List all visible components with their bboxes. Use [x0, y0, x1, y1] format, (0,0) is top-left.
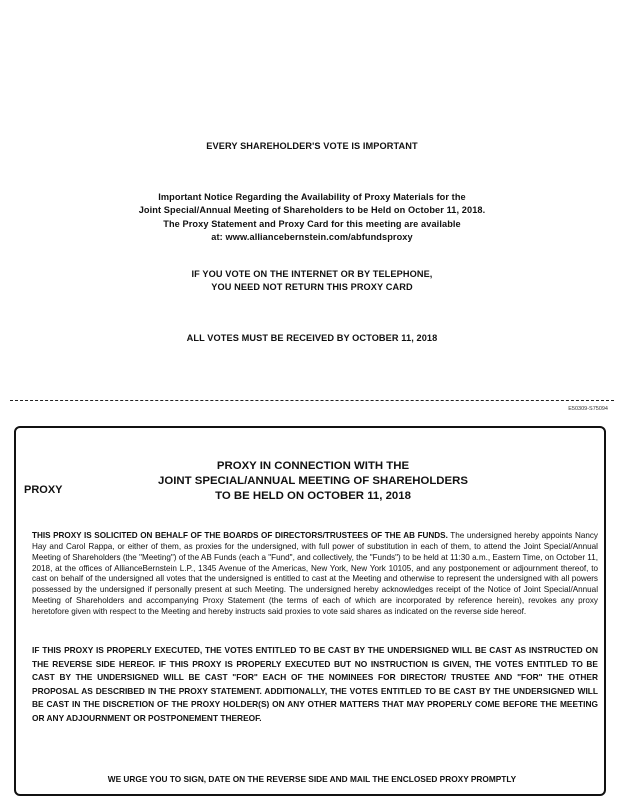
internet-vote-notice [0, 268, 624, 295]
proxy-label: PROXY [24, 484, 63, 496]
notice-line: Joint Special/Annual Meeting of Shareholders to be Held on October 11, 2018. [138, 205, 486, 216]
form-code: E50309-S75094 [568, 406, 608, 412]
card-title-line: PROXY IN CONNECTION WITH THE [216, 460, 410, 472]
tear-line-divider [10, 400, 614, 401]
notice-url: at: www.alliancebernstein.com/abfundsproxy [211, 232, 413, 243]
vote-notice-line: IF YOU VOTE ON THE INTERNET OR BY TELEPHONE, [191, 269, 433, 279]
solicitation-paragraph [32, 531, 598, 618]
solicitation-heading: THIS PROXY IS SOLICITED ON BEHALF OF THE BOARDS OF DIRECTORS/TRUSTEES OF THE AB FUNDS. [32, 531, 448, 540]
vote-notice-line: YOU NEED NOT RETURN THIS PROXY CARD [211, 282, 413, 293]
execution-paragraph: IF THIS PROXY IS PROPERLY EXECUTED, THE VOTES ENTITLED TO BE CAST BY THE UNDERSIGNED WILL BE CAST AS INSTRUCTED ON THE REVERSE SIDE HEREOF. IF THIS PROXY IS PROPERLY EXECUTED BUT NO INSTRUCTION IS GIVEN, THE VOTES ENTITLED TO BE CAST BY THE UNDERSIGNED WILL BE CAST "FOR" EACH OF THE NOMINEES FOR DIRECTOR/ TRUSTEE AND "FOR" THE OTHER PROPOSAL AS DESCRIBED IN THE PROXY STATEMENT. ADDITIONALLY, THE VOTES ENTITLED TO BE CAST BY THE UNDERSIGNED WILL BE CAST IN THE DISCRETION OF THE PROXY HOLDER(S) ON ANY OTHER MATTERS THAT MAY PROPERLY COME BEFORE THE MEETING OR ANY ADJOURNMENT OR POSTPONEMENT THEREOF. [32, 645, 598, 723]
card-title-line: TO BE HELD ON OCTOBER 11, 2018 [215, 489, 411, 502]
vote-deadline: ALL VOTES MUST BE RECEIVED BY OCTOBER 11, 2018 [186, 333, 438, 343]
sign-and-mail-instruction: WE URGE YOU TO SIGN, DATE ON THE REVERSE SIDE AND MAIL THE ENCLOSED PROXY PROMPTLY [107, 774, 517, 784]
notice-line: The Proxy Statement and Proxy Card for this meeting are available [163, 218, 461, 229]
solicitation-body: The undersigned hereby appoints Nancy Hay and Carol Rappa, or either of them, as proxies for the undersigned, with full power of substitution in each of them, to attend the Joint Special/Annual Meeting of Shareholders (the "Meeting") of the AB Funds (each a "Fund", and collectively, the "Funds") to be held at 11:30 a.m., Eastern Time, on October 11, 2018, at the offices of AllianceBernstein L.P., 1345 Avenue of the Americas, New York, New York 10105, and any postponement or adjournment thereof, to cast on behalf of the undersigned all votes that the undersigned is entitled to cast at the Meeting and otherwise to represent the undersigned with all powers possessed by the undersigned if personally present at such Meeting. The undersigned hereby acknowledges receipt of the Notice of Joint Special/Annual Meeting of Shareholders and accompanying Proxy Statement (the terms of each of which are incorporated by reference herein), revokes any proxy heretofore given with respect to the Meeting and hereby instructs said proxies to vote said shares as indicated on the reverse side hereof. [32, 531, 598, 616]
availability-notice [0, 191, 624, 244]
card-title-line: JOINT SPECIAL/ANNUAL MEETING OF SHAREHOLDERS [158, 474, 468, 487]
notice-line: Important Notice Regarding the Availability of Proxy Materials for the [158, 192, 466, 202]
proxy-card-title [128, 459, 498, 503]
page-title: EVERY SHAREHOLDER'S VOTE IS IMPORTANT [206, 141, 418, 151]
